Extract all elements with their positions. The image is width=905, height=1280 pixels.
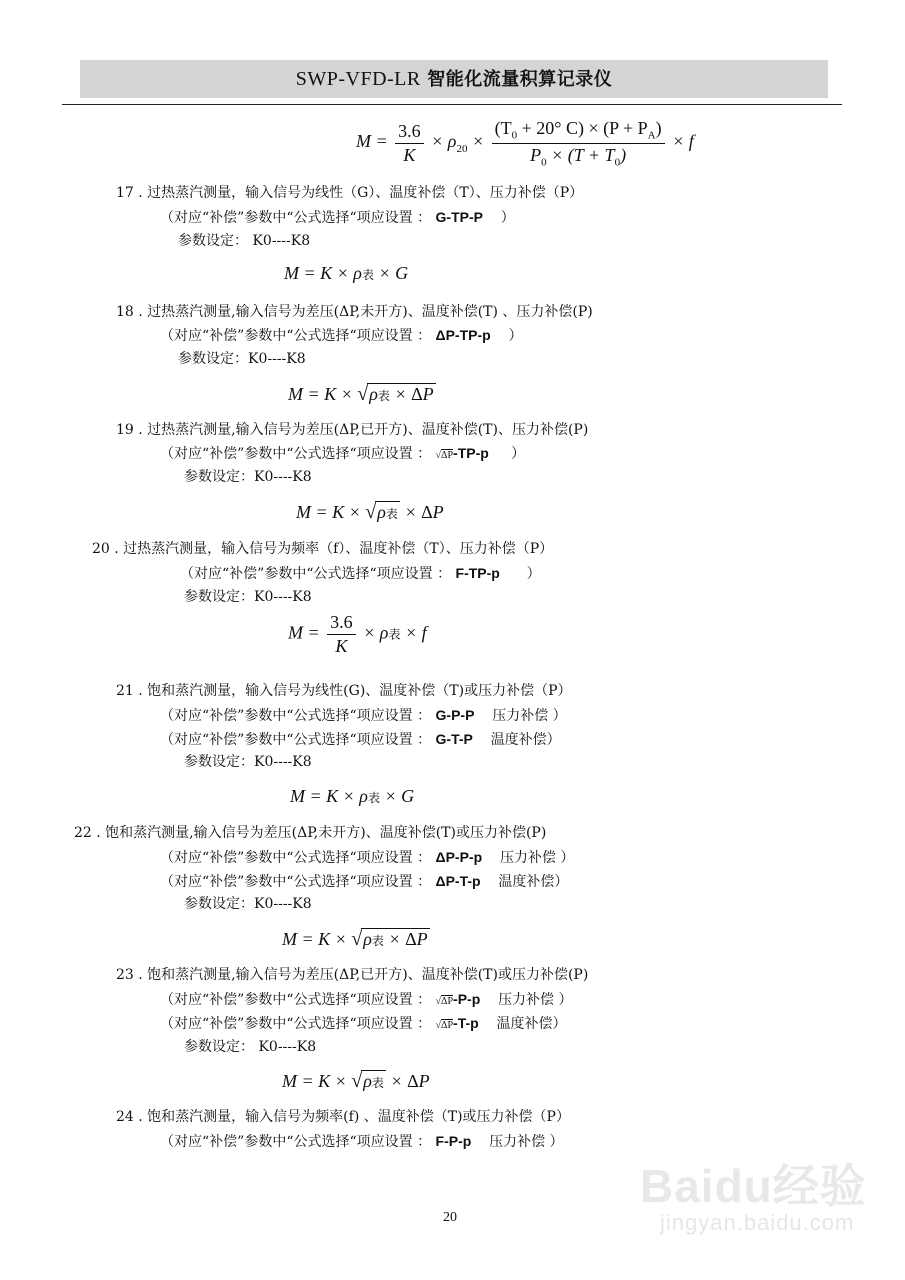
item-18-setting: （对应“补偿”参数中“公式选择“项应设置 ： ΔP-TP-p ）: [160, 327, 523, 344]
sqrt-dp-icon: √ΔP: [435, 1020, 454, 1031]
page-number: 20: [443, 1210, 457, 1225]
item-21-params: 参数设定：K0----K8: [184, 754, 312, 770]
item-24-setting: （对应“补偿”参数中“公式选择“项应设置 ： F-P-p 压力补偿 ）: [160, 1133, 564, 1150]
item-22-setting-2: （对应“补偿”参数中“公式选择“项应设置 ： ΔP-T-p 温度补偿）: [160, 873, 569, 890]
baidu-watermark: [640, 1140, 870, 1270]
formula-21: M = K × ρ表 × G: [290, 786, 415, 806]
item-20-setting: （对应“补偿”参数中“公式选择“项应设置 ： F-TP-p ）: [180, 565, 541, 582]
header-rule: [62, 104, 842, 105]
page-header: [80, 60, 828, 98]
item-20-title: 20 . 过热蒸汽测量，输入信号为频率（f）、温度补偿（T）、压力补偿（P）: [92, 541, 554, 557]
item-21-setting-1: （对应“补偿”参数中“公式选择“项应设置 ： G-P-P 压力补偿 ）: [160, 707, 567, 724]
item-19-setting: （对应“补偿”参数中“公式选择“项应设置 ： √ΔP-TP-p ）: [160, 445, 526, 462]
item-24-title: 24 . 饱和蒸汽测量，输入信号为频率(f) 、温度补偿（T)或压力补偿（P）: [116, 1109, 570, 1125]
item-22-params: 参数设定：K0----K8: [184, 896, 312, 912]
formula-top: M = $\frac{3.6}{K}$ × $\rho_{20}$ × $\frac{(T_0 + 20^\circ C) \times (P + P_A)}{P_0 \times (T + T_0)}$ × f: [356, 118, 694, 169]
sqrt-dp-icon: √ΔP: [435, 996, 454, 1007]
item-17-params: 参数设定： K0----K8: [178, 233, 311, 249]
watermark-logo: Baidu经验: [640, 1160, 867, 1212]
item-20-params: 参数设定：K0----K8: [184, 589, 312, 605]
formula-23: M = K × √ρ表 × ΔP: [282, 1070, 430, 1092]
item-23-setting-1: （对应“补偿”参数中“公式选择“项应设置 ： √ΔP-P-p 压力补偿 ）: [160, 991, 573, 1008]
item-17-title: 17 . 过热蒸汽测量，输入信号为线性（G）、温度补偿（T）、压力补偿（P）: [116, 185, 584, 201]
item-18-params: 参数设定：K0----K8: [178, 351, 306, 367]
formula-20: M = $\frac{3.6}{K}$ × ρ表 × f: [288, 612, 427, 656]
item-21-setting-2: （对应“补偿”参数中“公式选择“项应设置 ： G-T-P 温度补偿）: [160, 731, 561, 748]
item-23-setting-2: （对应“补偿”参数中“公式选择“项应设置 ： √ΔP-T-p 温度补偿）: [160, 1015, 567, 1032]
header-title-en: SWP-VFD-LR: [295, 68, 421, 90]
item-19-params: 参数设定：K0----K8: [184, 469, 312, 485]
formula-18: M = K × √ρ表 × ΔP: [288, 383, 434, 405]
item-23-title: 23 . 饱和蒸汽测量,输入信号为差压(ΔP,已开方)、温度补偿(T)或压力补偿(P): [116, 967, 589, 983]
item-22-title: 22 . 饱和蒸汽测量,输入信号为差压(ΔP,未开方)、温度补偿(T)或压力补偿(P): [74, 825, 547, 841]
formula-22: M = K × √ρ表 × ΔP: [282, 928, 428, 950]
formula-17: M = K × ρ表 × G: [284, 263, 409, 283]
item-22-setting-1: （对应“补偿”参数中“公式选择“项应设置 ： ΔP-P-p 压力补偿 ）: [160, 849, 575, 866]
header-title-zh: 智能化流量积算记录仪: [427, 69, 613, 90]
item-23-params: 参数设定： K0----K8: [184, 1039, 317, 1055]
watermark-url: jingyan.baidu.com: [660, 1210, 855, 1235]
formula-19: M = K × √ρ表 × ΔP: [296, 501, 444, 523]
item-17-setting: （对应“补偿”参数中“公式选择“项应设置 ： G-TP-P ）: [160, 209, 515, 226]
item-18-title: 18 . 过热蒸汽测量,输入信号为差压(ΔP,未开方)、温度补偿(T) 、压力补偿(P): [116, 304, 593, 320]
item-19-title: 19 . 过热蒸汽测量,输入信号为差压(ΔP,已开方)、温度补偿(T)、压力补偿(P): [116, 422, 589, 438]
item-21-title: 21 . 饱和蒸汽测量，输入信号为线性(G)、温度补偿（T)或压力补偿（P）: [116, 683, 572, 699]
sqrt-dp-icon: √ΔP: [435, 450, 454, 461]
